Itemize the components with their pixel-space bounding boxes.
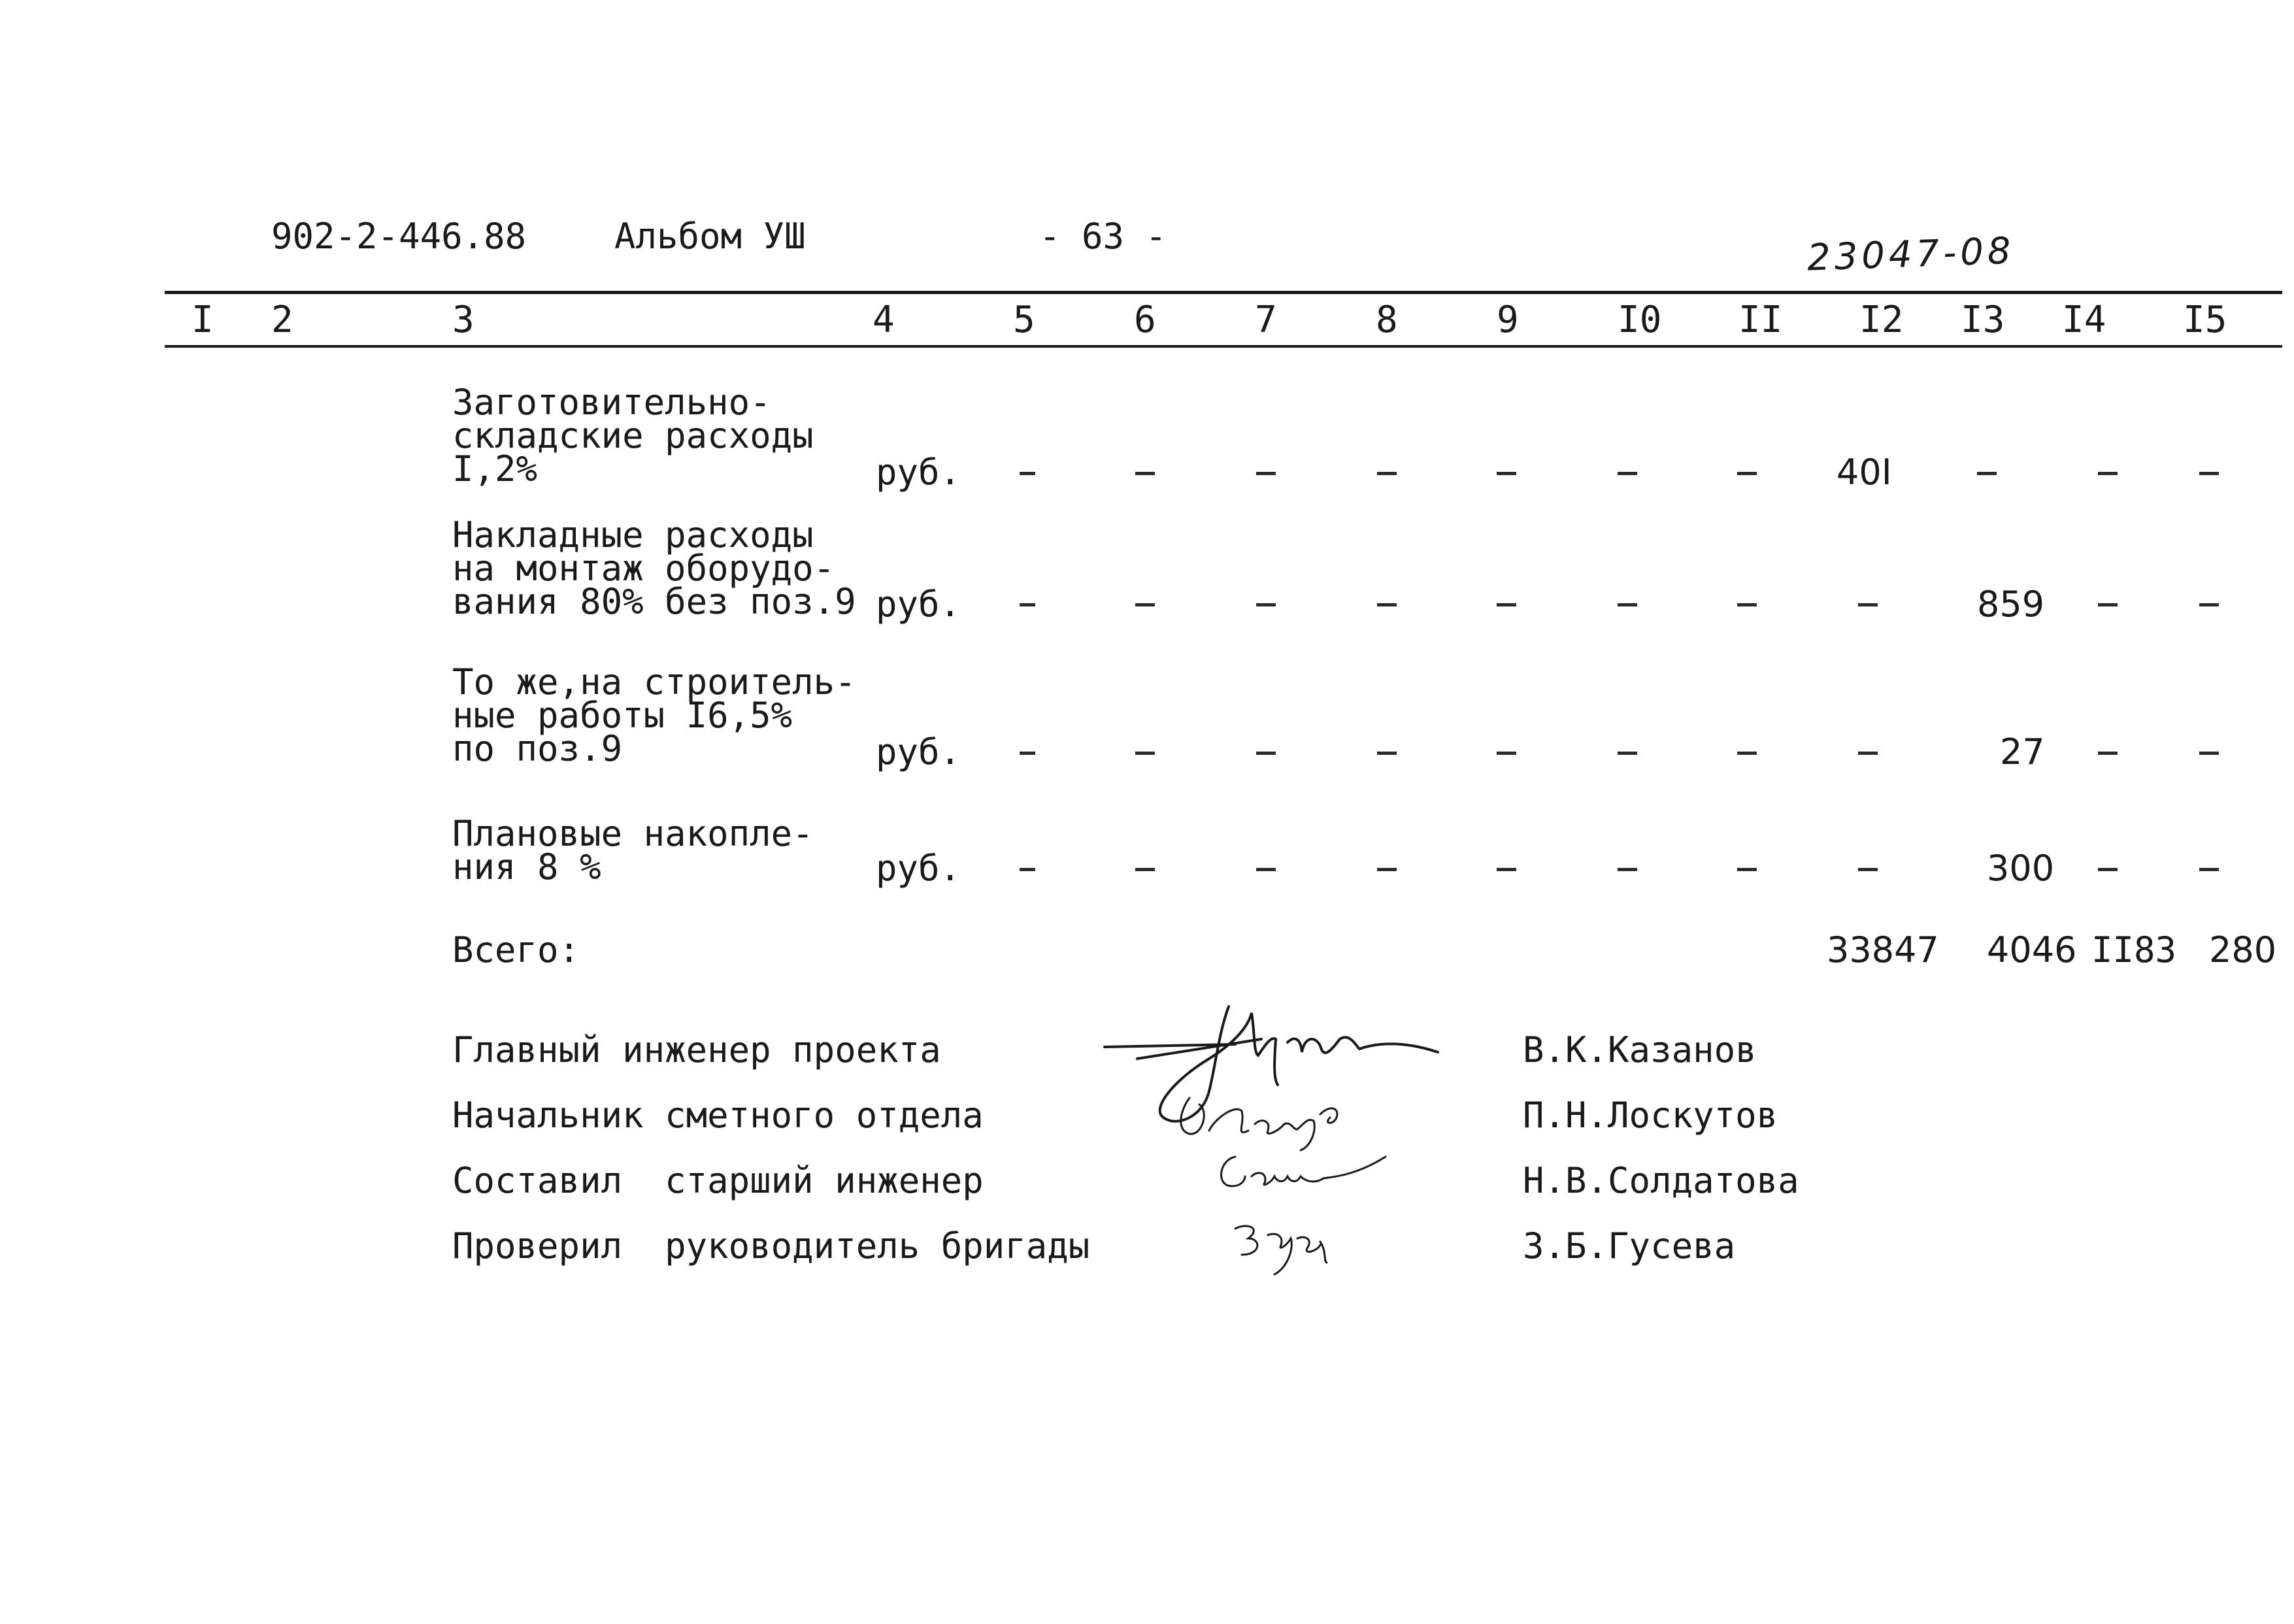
empty-cell-dash bbox=[1256, 472, 1276, 475]
empty-cell-dash bbox=[2199, 752, 2219, 755]
empty-cell-dash bbox=[1737, 472, 1757, 475]
total-value: 4046 bbox=[1987, 929, 2077, 970]
cell-value: 859 bbox=[1977, 584, 2045, 625]
empty-cell-dash bbox=[1497, 603, 1516, 606]
column-header: I bbox=[191, 299, 214, 341]
empty-cell-dash bbox=[1737, 603, 1757, 606]
column-header: I3 bbox=[1961, 299, 2005, 341]
column-header: 8 bbox=[1376, 299, 1398, 341]
empty-cell-dash bbox=[2098, 752, 2118, 755]
empty-cell-dash bbox=[1497, 752, 1516, 755]
empty-cell-dash bbox=[1737, 868, 1757, 871]
row-description: То же,на строитель- ные работы I6,5% по поз.9 bbox=[452, 661, 856, 769]
column-header: I2 bbox=[1859, 299, 1904, 341]
signatory-title: Начальник сметного отдела bbox=[452, 1095, 984, 1136]
table-header-bottom-rule bbox=[165, 345, 2282, 348]
empty-cell-dash bbox=[1618, 868, 1637, 871]
empty-cell-dash bbox=[1256, 868, 1276, 871]
empty-cell-dash bbox=[1858, 603, 1878, 606]
empty-cell-dash bbox=[2098, 472, 2118, 475]
row-unit: руб. bbox=[876, 731, 961, 772]
signatory-name: Н.В.Солдатова bbox=[1523, 1160, 1799, 1201]
column-header: I5 bbox=[2183, 299, 2227, 341]
document-code: 902-2-446.88 bbox=[271, 216, 527, 257]
table-top-rule bbox=[165, 291, 2282, 294]
empty-cell-dash bbox=[2199, 603, 2219, 606]
empty-cell-dash bbox=[2098, 868, 2118, 871]
signatory-name: П.Н.Лоскутов bbox=[1523, 1095, 1778, 1136]
empty-cell-dash bbox=[2199, 868, 2219, 871]
empty-cell-dash bbox=[1377, 868, 1397, 871]
empty-cell-dash bbox=[1858, 752, 1878, 755]
empty-cell-dash bbox=[2199, 472, 2219, 475]
empty-cell-dash bbox=[1618, 472, 1637, 475]
row-unit: руб. bbox=[876, 848, 961, 889]
empty-cell-dash bbox=[2098, 603, 2118, 606]
signatory-name: З.Б.Гусева bbox=[1523, 1225, 1736, 1267]
signature-checker bbox=[1222, 1216, 1353, 1281]
empty-cell-dash bbox=[1135, 472, 1155, 475]
column-header: 9 bbox=[1497, 299, 1519, 341]
album-label: Альбом УШ bbox=[614, 216, 806, 257]
column-header: 2 bbox=[271, 299, 293, 341]
signature-compiler bbox=[1209, 1147, 1405, 1206]
column-header: I0 bbox=[1618, 299, 1662, 341]
column-header: 4 bbox=[873, 299, 895, 341]
empty-cell-dash bbox=[1618, 752, 1637, 755]
empty-cell-dash bbox=[1377, 752, 1397, 755]
cell-value: 27 bbox=[2000, 731, 2045, 772]
column-header: 6 bbox=[1134, 299, 1156, 341]
empty-cell-dash bbox=[1020, 752, 1035, 755]
empty-cell-dash bbox=[1377, 472, 1397, 475]
empty-cell-dash bbox=[1020, 603, 1035, 606]
page-number: - 63 - bbox=[1039, 216, 1167, 257]
empty-cell-dash bbox=[1020, 868, 1035, 871]
row-description: Плановые накопле- ния 8 % bbox=[452, 813, 814, 887]
signatory-title: Проверил руководитель бригады bbox=[452, 1225, 1090, 1267]
empty-cell-dash bbox=[1135, 868, 1155, 871]
cell-value: 300 bbox=[1987, 848, 2055, 889]
signature-estimate-head bbox=[1163, 1085, 1372, 1157]
row-description: Заготовительно- складские расходы I,2% bbox=[452, 382, 814, 489]
empty-cell-dash bbox=[1977, 472, 1997, 475]
column-header: I4 bbox=[2062, 299, 2106, 341]
empty-cell-dash bbox=[1135, 752, 1155, 755]
empty-cell-dash bbox=[1737, 752, 1757, 755]
cell-value: 40I bbox=[1837, 452, 1892, 493]
row-unit: руб. bbox=[876, 452, 961, 493]
empty-cell-dash bbox=[1618, 603, 1637, 606]
empty-cell-dash bbox=[1497, 472, 1516, 475]
column-header: II bbox=[1738, 299, 1783, 341]
column-header: 3 bbox=[452, 299, 474, 341]
empty-cell-dash bbox=[1256, 752, 1276, 755]
total-value: II83 bbox=[2091, 929, 2177, 970]
total-label: Всего: bbox=[452, 929, 580, 970]
column-header: 5 bbox=[1013, 299, 1035, 341]
empty-cell-dash bbox=[1377, 603, 1397, 606]
empty-cell-dash bbox=[1020, 472, 1035, 475]
handwritten-number: 23047-08 bbox=[1806, 229, 2016, 280]
signatory-title: Главный инженер проекта bbox=[452, 1029, 941, 1070]
empty-cell-dash bbox=[1858, 868, 1878, 871]
row-unit: руб. bbox=[876, 584, 961, 625]
total-value: 280 bbox=[2209, 929, 2277, 970]
empty-cell-dash bbox=[1135, 603, 1155, 606]
total-value: 33847 bbox=[1827, 929, 1939, 970]
empty-cell-dash bbox=[1497, 868, 1516, 871]
empty-cell-dash bbox=[1256, 603, 1276, 606]
signatory-title: Составил старший инженер bbox=[452, 1160, 984, 1201]
column-header: 7 bbox=[1255, 299, 1277, 341]
signatory-name: В.К.Казанов bbox=[1523, 1029, 1757, 1070]
row-description: Накладные расходы на монтаж оборудо- вания 80% без поз.9 bbox=[452, 514, 856, 622]
